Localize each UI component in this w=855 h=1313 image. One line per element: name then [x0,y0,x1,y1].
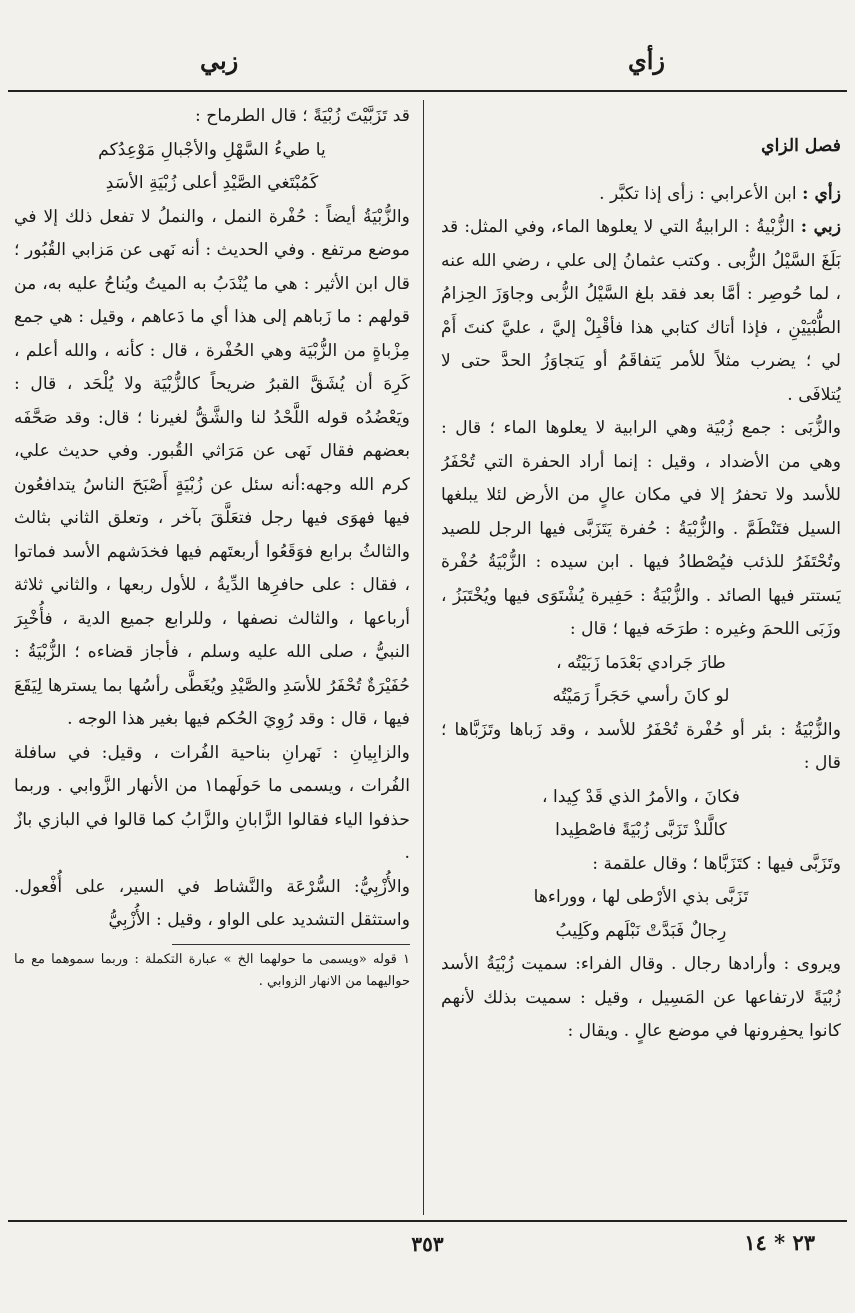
verse-line: يا طيءُ السَّهْلِ والأجْبالِ مَوْعِدُكم [98,139,326,160]
paragraph: وتَزَبَّى فيها : كتَزَبَّاها ؛ وقال علقمة : [592,853,841,874]
top-rule [8,90,847,92]
column-divider [423,100,424,1215]
verse-line: كالَّلذْ تَزَبَّى زُبْيَةً فاصْطِيدا [555,820,727,840]
verse-line: رِجالٌ فَبَدَّتْ نَبْلَهم وكَلِيبُ [555,920,727,941]
entry-text-zabi: الزُّبْيةُ : الرابيةُ التي لا يعلوها الماء، وفي المثل: قد بَلَغَ السَّيْلُ الزُّبى . وكتب عثمانُ إلى علي ، رضي الله عنه ، لما حُوصِر : أمَّا بعد فقد بلغ السَّيْلُ الزُّبى وجاوَزَ الحِزامُ الطُّبْيَيْنِ ، فإذا أتاك كتابي هذا فأقْبِلْ إليَّ ، عليَّ كنتَ أَمْ لي ؛ يضرب مثلاً للأمر يَتفاقَمُ أو يَتجاوَزُ الحدَّ حتى لا يُتلافَى . [441,217,841,405]
footnote-rule [172,944,410,945]
paragraph: والزُّبْيَةُ أيضاً : حُفْرة النمل ، والنملُ لا تفعل ذلك إلا في موضع مرتفع . وفي الحديث : أنه نَهى عن مَزابي القُبُور ؛ قال ابن الأثير : هي ما يُنْدَبُ به الميتُ ويُناحُ عليه به، من قولهم : ما زَباهم إلى هذا أي ما دَعاهم ، وقيل : هي جمع مِزْباةٍ من الزُّبْيَة وهي الحُفْرة ، قال : كأنه ، والله أعلم ، كَرِهَ أن يُشَقَّ القبرُ ضريحاً كالزُّبْيَة ولا يُلْحَد ، قال : ويَعْضُدُه قوله اللَّحْدُ لنا والشَّقُّ لغيرنا ؛ قال: وقد صَحَّفَه بعضهم فقال نَهى عن مَرَاثي القُبور. وفي حديث علي، كرم الله وجهه:أنه سئل عن زُبْيَةٍ أَصْبَحَ الناسُ يتدافعُون فيها فهوَى فيها رجل فتعَلَّقَ بآخر ، وتعلق الثاني بثالث والثالثُ برابع فوَقَعُوا أربعتَهم فيها فخدَشهم الأسد فماتوا ، فقال : على حافرِها الدِّيةُ ، للأول ربعها ، والثاني ثلاثة أرباعها ، والثالث نصفها ، وللرابع جميع الدية ، فأُخْبِرَ النبيُّ ، صلى الله عليه وسلم ، فأجاز قضاءه ؛ الزُّبْيَةُ : حُفَيْرَةٌ تُحْفَرُ للأسَدِ والصَّيْدِ ويُغَطَّى رأسُها بما يسترها لِيَقَعَ فيها ، قال : وقد رُوِيَ الحُكم فيها بغير هذا الوجه . [14,206,410,729]
entry-zabi [441,211,841,412]
footnote: ١ قوله «ويسمى ما حولهما الخ » عبارة التكملة : وربما سموهما مع ما حواليهما من الانهار الزوابي . [14,951,410,989]
signature-mark: ٢٣ * ١٤ [744,1230,815,1255]
right-headword: زأي [627,46,665,75]
entry-head-zabi: زبي : [800,217,841,237]
verse-line: فكانَ ، والأمرُ الذي قَدْ كِيدا ، [542,786,740,807]
page-number: ٣٥٣ [411,1232,444,1256]
entry-zuba: والزُّبَى : جمع زُبْيَة وهي الرابية لا يعلوها الماء ؛ قال : وهي من الأضداد ، وقيل : إنما أراد الحفرة التي تُحْفَرُ للأسد ولا تحفرُ إلا في مكان عالٍ من الأرض لئلا يبلغها السيل فتَنْطَمَّ . والزُّبْيَةُ : حُفرة يَتَزَبَّى فيها الرجل للصيد وتُحْتَفَرُ للذئب فيُصْطادُ فيها . ابن سيده : الزُّبْيَةُ حُفْرة يَستتر فيها الصائد . والزُّبْيَةُ : حَفِيرة يُشْتَوَى فيها ويُخْتَبَزُ ، وزَبَى اللحمَ وغيره : طرَحَه فيها ؛ قال : [441,418,841,639]
left-headword: زبي [200,46,239,75]
right-column [441,100,841,1210]
section-title: فصل الزاي [761,136,841,156]
verse-line: طارَ جَرادي بَعْدَما زَبَيْتُه ، [556,652,726,673]
entry-text-zay: ابن الأعرابي : زأى إذا تكبَّر . [599,183,803,204]
paragraph: والزُّبْيَةُ : بئر أو حُفْرة تُحْفَرُ للأسد ، وقد زَباها وتَزَبَّاها ؛ قال : [441,719,841,773]
paragraph: والزابِيانِ : نَهرانِ بناحية الفُرات ، وقيل: في سافلة الفُرات ، ويسمى ما حَولَهما١ من الأنهار الزَّوابي . وربما حذفوا الياء فقالوا الزَّابانِ والزَّابُ كما قالوا في البازي بازٌ . [14,742,410,863]
verse-line: لو كانَ رأسي حَجَراً رَمَيْتُه [552,686,730,706]
bottom-rule [8,1220,847,1222]
entry-head-zay: زأي : [802,183,841,204]
paragraph: والأُزْبِيُّ: السُّرْعَة والنَّشاط في السير، على أُفْعول. واستثقل التشديد على الواو ، وقيل : الأُزْبِيُّ [14,876,410,930]
verse-line: تَزَبَّى بذي الأرْطى لها ، ووراءها [533,887,749,907]
entry-zay [441,178,841,212]
verse-line: كَمُبْتَغي الصَّيْدِ أعلى زُبْيَةِ الأسَدِ [105,173,319,193]
left-column [14,100,410,1210]
paragraph: ويروى : وأرادها رجال . وقال الفراء: سميت زُبْيَةُ الأسد زُبْيَةً لارتفاعها عن المَسِيل ، وقيل : سميت بذلك لأنهم كانوا يحفِرونها في موضع عالٍ . ويقال : [441,954,841,1041]
paragraph: قد تَزَبَّيْتَ زُبْيَةً ؛ قال الطرماح : [195,106,410,126]
